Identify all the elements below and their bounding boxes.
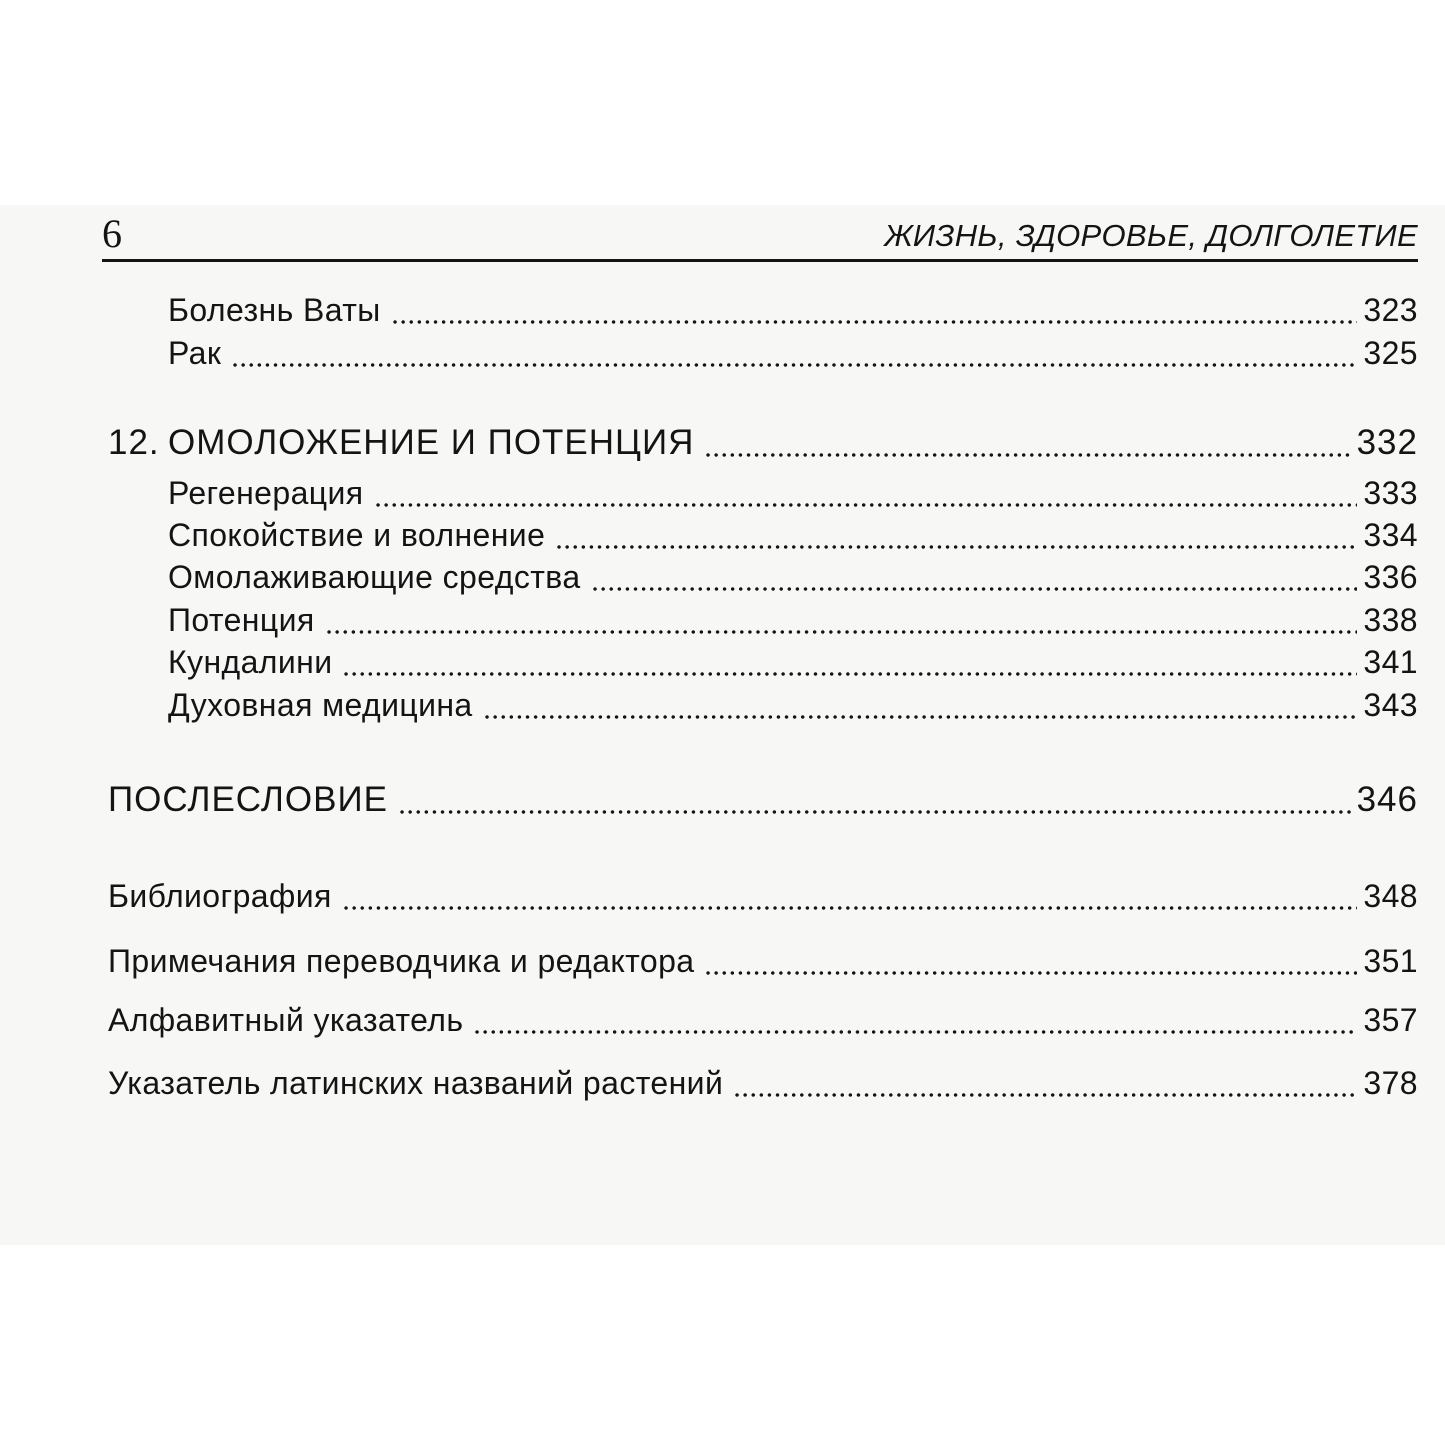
- toc-entry: [168, 473, 1418, 513]
- dot-leader: [398, 780, 1351, 820]
- toc-entry-label: Кундалини: [168, 644, 333, 680]
- toc-entry-page: 378: [1363, 1065, 1418, 1101]
- dot-leader: [704, 941, 1357, 981]
- page-header: [102, 210, 1418, 258]
- chapter-number: 12.: [108, 423, 160, 462]
- dot-leader: [342, 642, 1357, 682]
- page-number: 6: [102, 211, 122, 256]
- dot-leader: [374, 473, 1358, 513]
- dot-leader: [591, 557, 1358, 597]
- toc-afterword: [108, 780, 1418, 820]
- toc-entry: [168, 685, 1418, 725]
- toc-entry-page: 348: [1363, 878, 1418, 914]
- afterword-page: 346: [1356, 780, 1418, 819]
- toc-entry-label: Болезнь Ваты: [168, 292, 381, 328]
- dot-leader: [231, 333, 1357, 373]
- chapter-title: ОМОЛОЖЕНИЕ И ПОТЕНЦИЯ: [168, 423, 695, 462]
- dot-leader: [483, 685, 1358, 725]
- toc-chapter: [108, 423, 1418, 463]
- dot-leader: [391, 290, 1358, 330]
- toc-entry: [168, 515, 1418, 555]
- toc-entry-label: Омолаживающие средства: [168, 559, 581, 595]
- toc-entry: [108, 1000, 1418, 1040]
- toc-entry: [108, 876, 1418, 916]
- dot-leader: [325, 600, 1358, 640]
- toc-entry-page: 333: [1363, 475, 1418, 511]
- toc-entry-page: 343: [1363, 687, 1418, 723]
- toc-entry-page: 338: [1363, 602, 1418, 638]
- toc-entry-page: 351: [1363, 943, 1418, 979]
- toc-entry-label: Спокойствие и волнение: [168, 517, 546, 553]
- toc-entry: [168, 290, 1418, 330]
- running-title: ЖИЗНЬ, ЗДОРОВЬЕ, ДОЛГОЛЕТИЕ: [884, 218, 1418, 253]
- toc-entry: [168, 600, 1418, 640]
- toc-entry-label: Потенция: [168, 602, 315, 638]
- toc-entry-page: 325: [1363, 335, 1418, 371]
- toc-entry-page: 357: [1363, 1002, 1418, 1038]
- afterword-title: ПОСЛЕСЛОВИЕ: [108, 780, 388, 819]
- toc-entry-page: 336: [1363, 559, 1418, 595]
- dot-leader: [555, 515, 1357, 555]
- toc-entry: [108, 1063, 1418, 1103]
- toc-entry-page: 323: [1363, 292, 1418, 328]
- toc-entry: [168, 557, 1418, 597]
- chapter-page: 332: [1356, 423, 1418, 462]
- dot-leader: [704, 423, 1350, 463]
- dot-leader: [342, 876, 1358, 916]
- toc-entry-page: 341: [1363, 644, 1418, 680]
- toc-entry-label: Библиография: [108, 878, 332, 914]
- toc-entry-label: Указатель латинских названий растений: [108, 1065, 724, 1101]
- toc-entry-label: Алфавитный указатель: [108, 1002, 464, 1038]
- toc-entry-label: Рак: [168, 335, 222, 371]
- dot-leader: [733, 1063, 1357, 1103]
- toc-entry: [168, 333, 1418, 373]
- toc-entry: [168, 642, 1418, 682]
- header-rule: [102, 259, 1418, 262]
- toc-entry-page: 334: [1363, 517, 1418, 553]
- dot-leader: [473, 1000, 1357, 1040]
- toc-entry-label: Духовная медицина: [168, 687, 473, 723]
- toc-entry: [108, 941, 1418, 981]
- toc-entry-label: Примечания переводчика и редактора: [108, 943, 695, 979]
- toc-entry-label: Регенерация: [168, 475, 364, 511]
